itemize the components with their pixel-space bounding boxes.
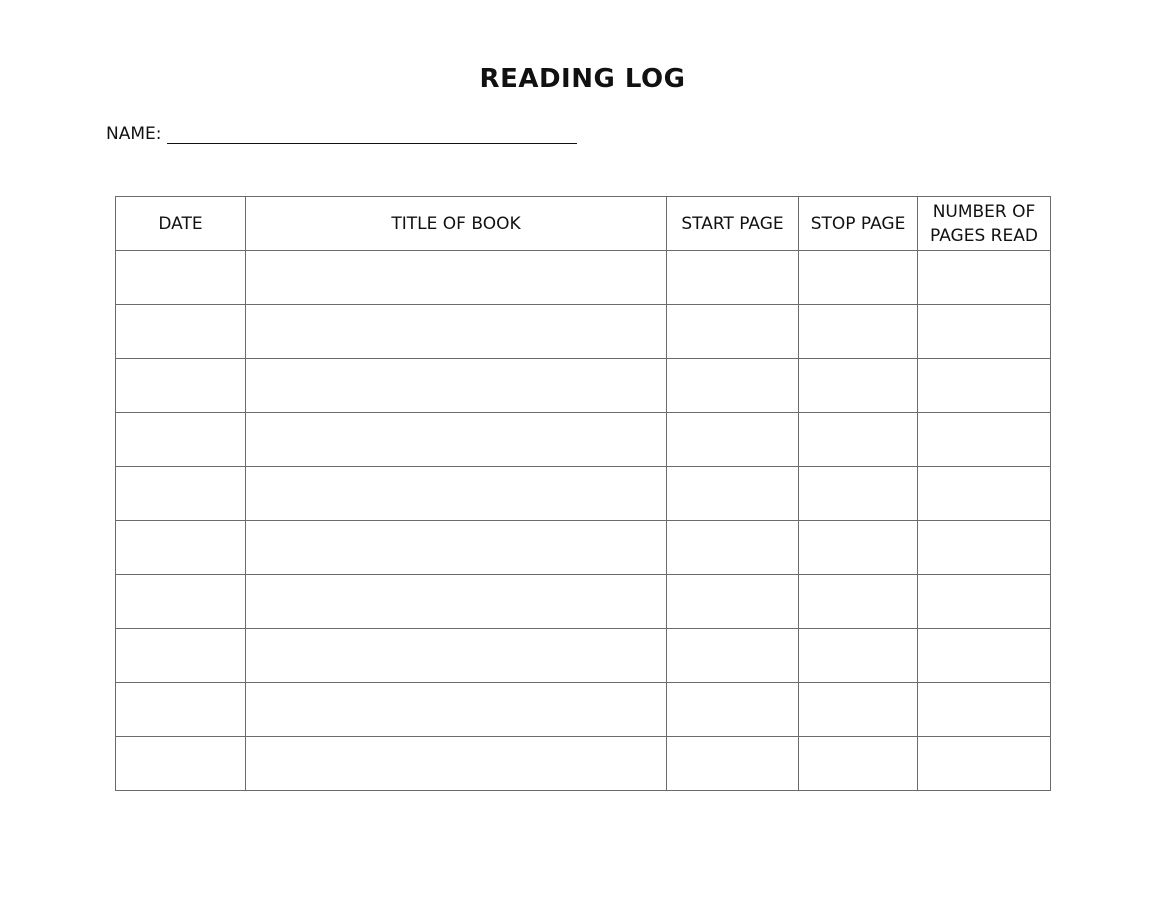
- table-row: [116, 737, 1051, 791]
- table-row: [116, 359, 1051, 413]
- table-row: [116, 575, 1051, 629]
- start-page-cell[interactable]: [667, 467, 799, 521]
- stop-page-cell[interactable]: [799, 521, 918, 575]
- table-row: [116, 467, 1051, 521]
- title-cell[interactable]: [246, 359, 667, 413]
- stop-page-cell[interactable]: [799, 575, 918, 629]
- title-cell[interactable]: [246, 251, 667, 305]
- start-page-cell[interactable]: [667, 629, 799, 683]
- table-body: [116, 251, 1051, 791]
- column-header-start-page: START PAGE: [667, 197, 799, 251]
- name-row: [106, 124, 577, 144]
- table-row: [116, 521, 1051, 575]
- column-header-pages-read-line1: NUMBER OF: [932, 201, 1036, 222]
- page-title: READING LOG: [479, 64, 686, 94]
- pages-read-cell[interactable]: [918, 251, 1051, 305]
- date-cell[interactable]: [116, 629, 246, 683]
- table-row: [116, 683, 1051, 737]
- stop-page-cell[interactable]: [799, 251, 918, 305]
- start-page-cell[interactable]: [667, 521, 799, 575]
- title-cell[interactable]: [246, 575, 667, 629]
- stop-page-cell[interactable]: [799, 467, 918, 521]
- column-header-stop-page: STOP PAGE: [799, 197, 918, 251]
- stop-page-cell[interactable]: [799, 359, 918, 413]
- start-page-cell[interactable]: [667, 413, 799, 467]
- date-cell[interactable]: [116, 359, 246, 413]
- table-row: [116, 413, 1051, 467]
- date-cell[interactable]: [116, 467, 246, 521]
- table-header-row: [116, 197, 1051, 251]
- pages-read-cell[interactable]: [918, 629, 1051, 683]
- pages-read-cell[interactable]: [918, 359, 1051, 413]
- start-page-cell[interactable]: [667, 251, 799, 305]
- date-cell[interactable]: [116, 737, 246, 791]
- title-cell[interactable]: [246, 629, 667, 683]
- stop-page-cell[interactable]: [799, 629, 918, 683]
- date-cell[interactable]: [116, 413, 246, 467]
- date-cell[interactable]: [116, 251, 246, 305]
- start-page-cell[interactable]: [667, 359, 799, 413]
- stop-page-cell[interactable]: [799, 683, 918, 737]
- column-header-pages-read-line2: PAGES READ: [930, 225, 1038, 246]
- date-cell[interactable]: [116, 305, 246, 359]
- pages-read-cell[interactable]: [918, 683, 1051, 737]
- title-cell[interactable]: [246, 467, 667, 521]
- start-page-cell[interactable]: [667, 683, 799, 737]
- title-cell[interactable]: [246, 683, 667, 737]
- stop-page-cell[interactable]: [799, 305, 918, 359]
- stop-page-cell[interactable]: [799, 737, 918, 791]
- date-cell[interactable]: [116, 521, 246, 575]
- start-page-cell[interactable]: [667, 305, 799, 359]
- pages-read-cell[interactable]: [918, 467, 1051, 521]
- table-row: [116, 251, 1051, 305]
- date-cell[interactable]: [116, 683, 246, 737]
- column-header-title: TITLE OF BOOK: [246, 197, 667, 251]
- name-field[interactable]: [167, 125, 577, 144]
- title-cell[interactable]: [246, 305, 667, 359]
- pages-read-cell[interactable]: [918, 575, 1051, 629]
- pages-read-cell[interactable]: [918, 305, 1051, 359]
- pages-read-cell[interactable]: [918, 521, 1051, 575]
- table-row: [116, 629, 1051, 683]
- title-cell[interactable]: [246, 413, 667, 467]
- name-label: NAME:: [106, 124, 162, 144]
- start-page-cell[interactable]: [667, 737, 799, 791]
- date-cell[interactable]: [116, 575, 246, 629]
- title-cell[interactable]: [246, 521, 667, 575]
- pages-read-cell[interactable]: [918, 413, 1051, 467]
- title-cell[interactable]: [246, 737, 667, 791]
- column-header-date: DATE: [116, 197, 246, 251]
- stop-page-cell[interactable]: [799, 413, 918, 467]
- column-header-pages-read: [918, 197, 1051, 251]
- start-page-cell[interactable]: [667, 575, 799, 629]
- pages-read-cell[interactable]: [918, 737, 1051, 791]
- table-row: [116, 305, 1051, 359]
- reading-log-table: [115, 196, 1051, 791]
